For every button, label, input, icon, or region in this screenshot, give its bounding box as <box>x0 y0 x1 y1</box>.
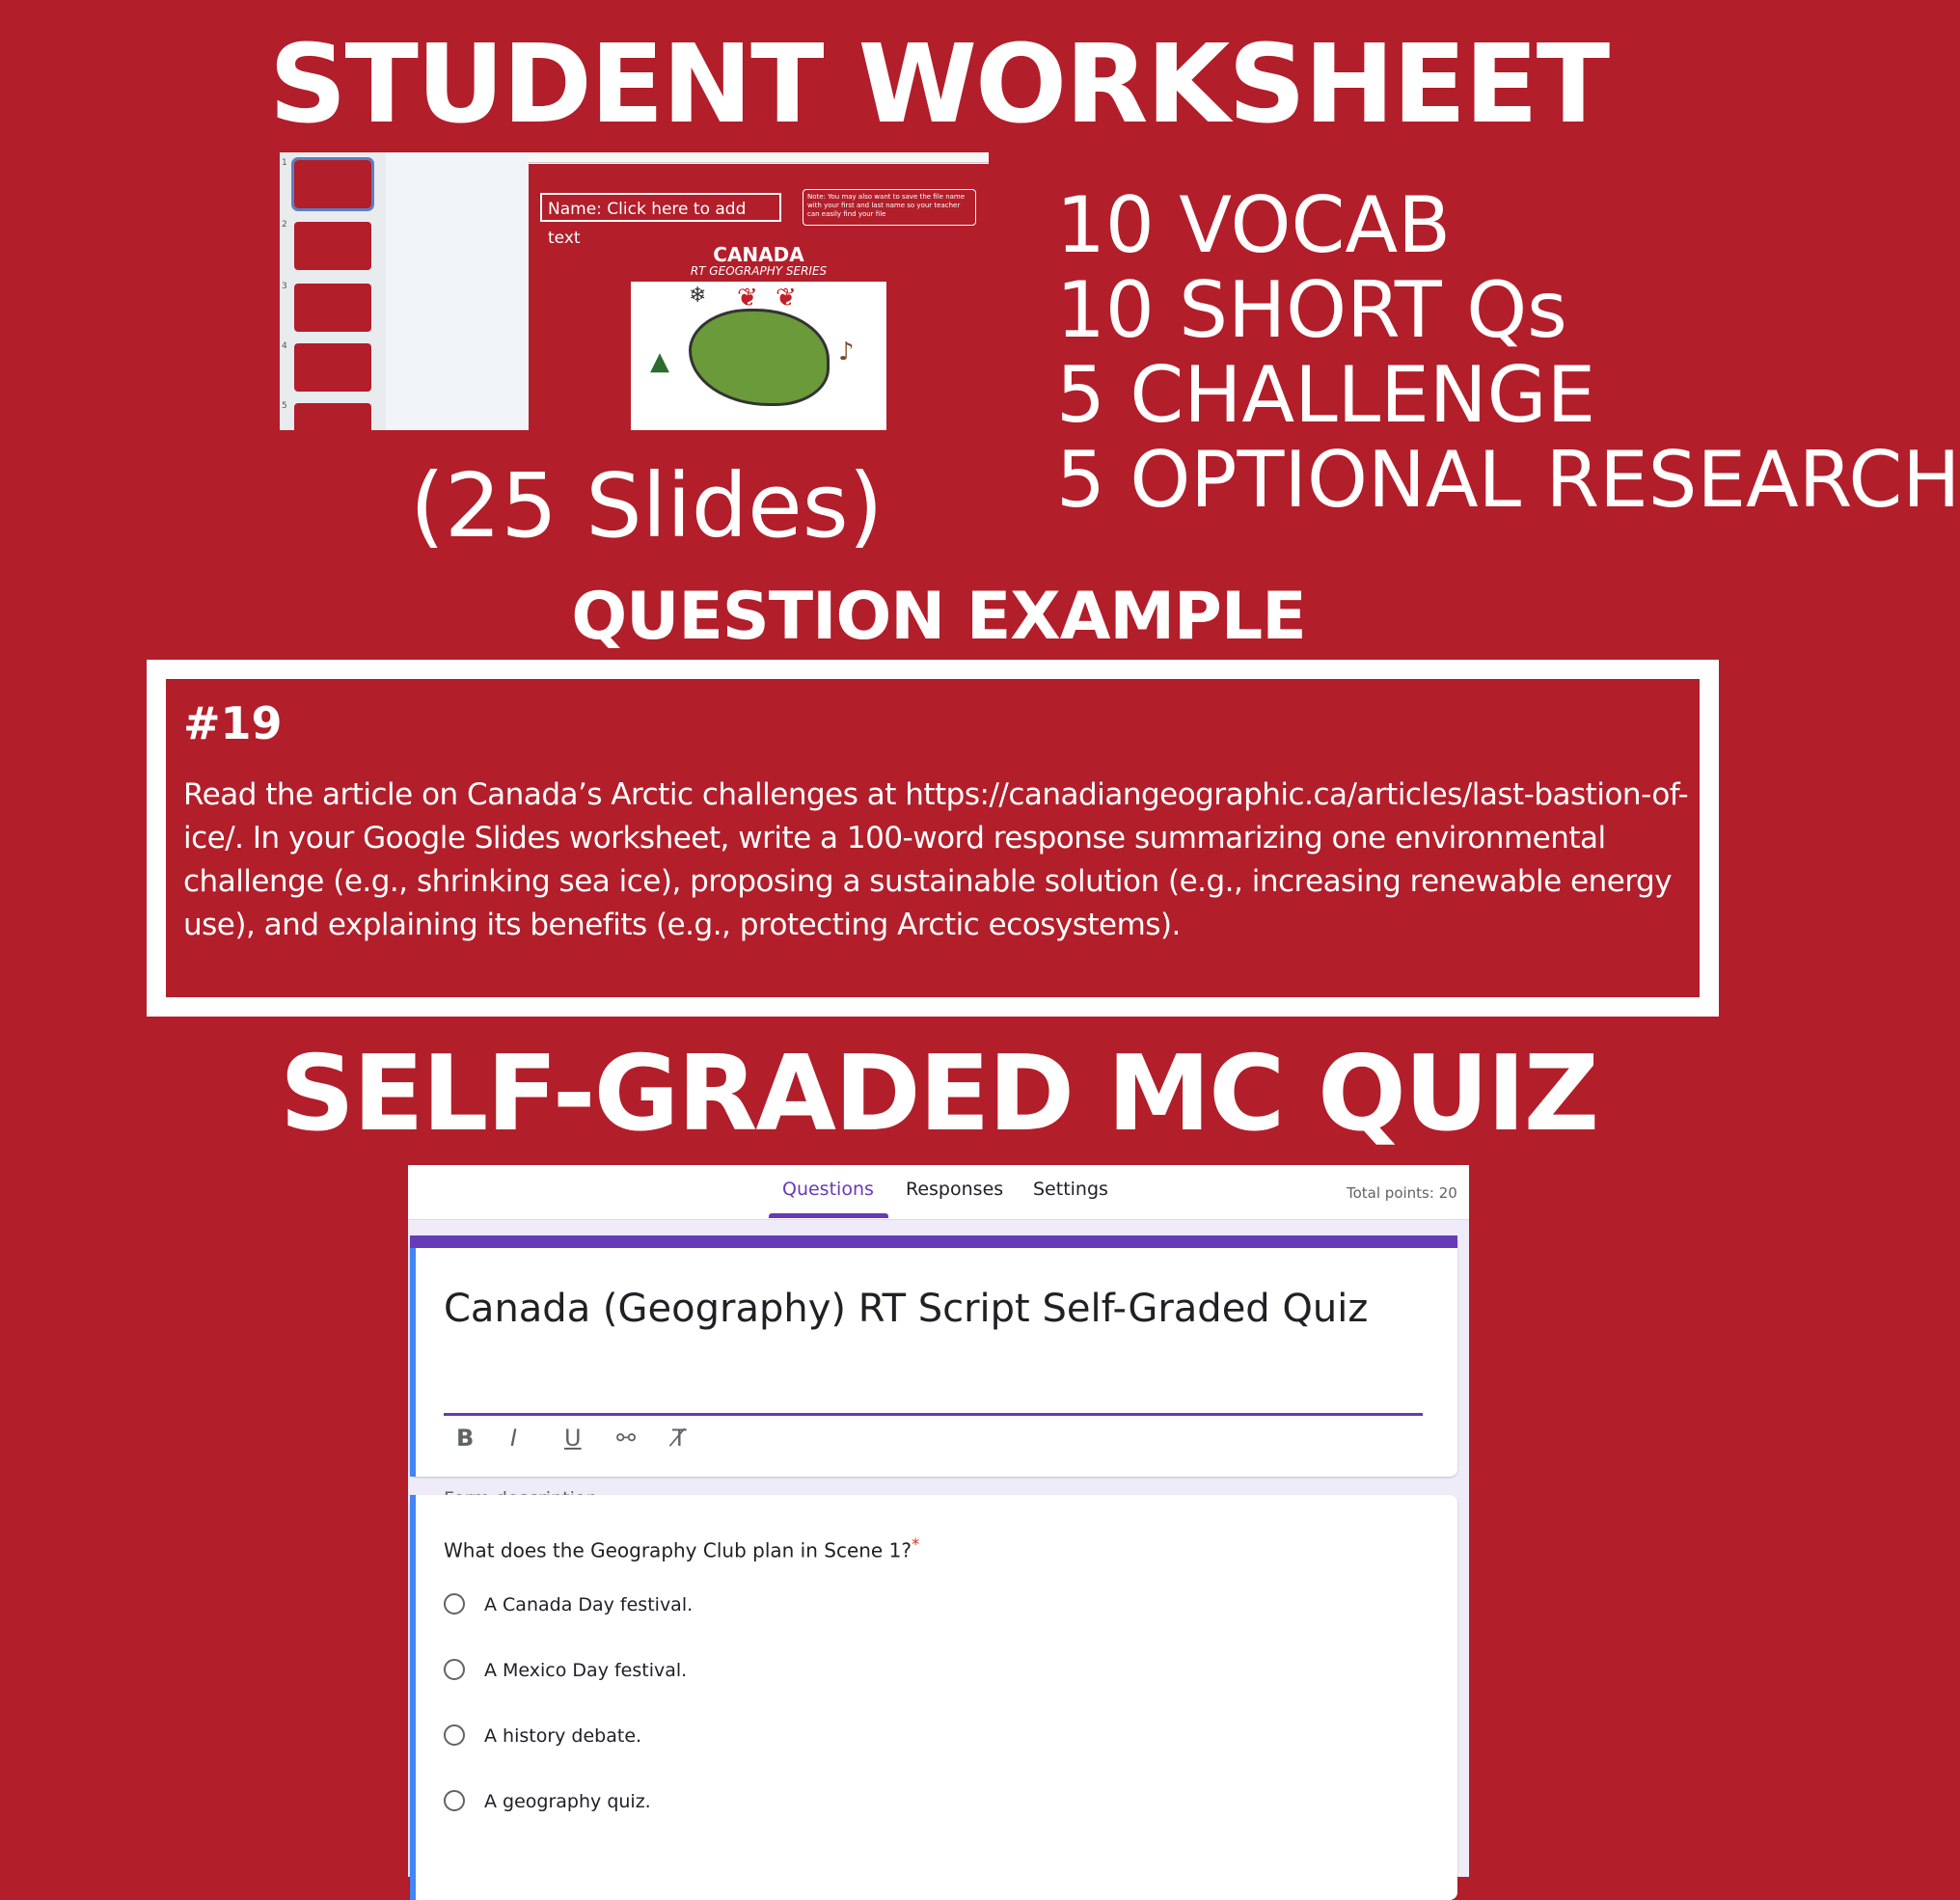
thumb-number: 1 <box>282 158 287 168</box>
cover-image <box>631 241 886 430</box>
radio-button[interactable] <box>444 1724 465 1746</box>
tab-settings[interactable]: Settings <box>1033 1179 1108 1200</box>
slide-thumbnail[interactable] <box>294 284 371 332</box>
active-tab-indicator <box>769 1213 888 1218</box>
slide-thumbnail[interactable] <box>294 222 371 270</box>
form-header-card <box>410 1235 1457 1477</box>
question-example-heading: QUESTION EXAMPLE <box>571 579 1306 655</box>
slide-thumbnail-panel <box>280 152 386 430</box>
canada-map-illustration <box>689 309 830 406</box>
quiz-heading: SELF-GRADED MC QUIZ <box>279 1034 1598 1154</box>
cover-subtitle: RT GEOGRAPHY SERIES <box>690 264 828 278</box>
forms-tab-bar <box>408 1165 1469 1220</box>
focus-indicator <box>410 1495 416 1900</box>
snowflake-icon: ❄ <box>689 284 707 308</box>
feature-item: 5 CHALLENGE <box>1056 350 1596 440</box>
note-textbox: Note: You may also want to save the file name with your first and last name so your teacher can easily find your file <box>803 189 976 226</box>
feature-item: 10 SHORT Qs <box>1056 265 1567 355</box>
slide-thumbnail[interactable] <box>294 343 371 392</box>
maple-leaf-icon: ❦ <box>737 284 758 312</box>
tree-icon: ▲ <box>650 347 669 376</box>
focus-indicator <box>410 1248 416 1477</box>
underline-button[interactable]: U <box>564 1425 582 1452</box>
cover-title: CANADA <box>713 243 804 266</box>
thumb-number: 5 <box>282 401 287 411</box>
worksheet-heading: STUDENT WORKSHEET <box>268 22 1609 148</box>
slides-count: (25 Slides) <box>410 454 884 557</box>
bold-button[interactable]: B <box>456 1425 475 1452</box>
italic-button[interactable]: I <box>510 1425 518 1452</box>
radio-button[interactable] <box>444 1659 465 1680</box>
radio-button[interactable] <box>444 1790 465 1811</box>
form-title-input[interactable]: Canada (Geography) RT Script Self-Graded Quiz <box>444 1287 1369 1331</box>
header-accent-bar <box>410 1235 1457 1248</box>
clear-format-icon[interactable]: T̸ <box>672 1425 687 1452</box>
question-card <box>410 1495 1457 1900</box>
tab-questions[interactable]: Questions <box>782 1179 874 1200</box>
feature-item: 10 VOCAB <box>1056 180 1451 270</box>
question-label: What does the Geography Club plan in Scene 1? <box>444 1538 912 1562</box>
question-title <box>444 1535 919 1562</box>
link-icon[interactable]: ⚯ <box>616 1425 637 1452</box>
name-textbox[interactable]: Name: Click here to add text <box>540 193 781 222</box>
thumb-number: 2 <box>282 220 287 230</box>
question-text: Read the article on Canada’s Arctic challenges at https://canadiangeographic.ca/articles/last-bastion-of-ice/. In your Google Slides worksheet, write a 100-word response summarizing one environmental challenge (e.g., shrinking sea ice), proposing a sustainable solution (e.g., increasing renewable energy use), and explaining its benefits (e.g., protecting Arctic ecosystems). <box>183 777 1689 942</box>
option-label: A Mexico Day festival. <box>484 1660 688 1681</box>
question-example-inner <box>166 679 1700 997</box>
thumb-number: 4 <box>282 341 287 351</box>
title-underline <box>444 1413 1423 1416</box>
option-label: A geography quiz. <box>484 1791 651 1812</box>
slide-thumbnail[interactable] <box>294 160 371 208</box>
forms-screenshot <box>408 1165 1469 1877</box>
required-marker: * <box>911 1535 920 1554</box>
slide-canvas <box>529 164 989 430</box>
question-example-box <box>147 660 1719 1017</box>
feature-item: 5 OPTIONAL RESEARCH <box>1056 435 1960 525</box>
guitar-icon: ♪ <box>838 338 855 366</box>
slides-screenshot <box>280 152 989 430</box>
total-points: Total points: 20 <box>1347 1184 1457 1202</box>
thumb-number: 3 <box>282 282 287 291</box>
tab-responses[interactable]: Responses <box>906 1179 1004 1200</box>
question-number: #19 <box>183 697 283 749</box>
maple-leaf-icon: ❦ <box>776 284 797 312</box>
radio-button[interactable] <box>444 1593 465 1615</box>
slide-thumbnail[interactable] <box>294 403 371 451</box>
ruler <box>529 152 989 163</box>
option-label: A Canada Day festival. <box>484 1594 694 1615</box>
option-label: A history debate. <box>484 1725 642 1747</box>
feature-list <box>1056 180 1960 525</box>
